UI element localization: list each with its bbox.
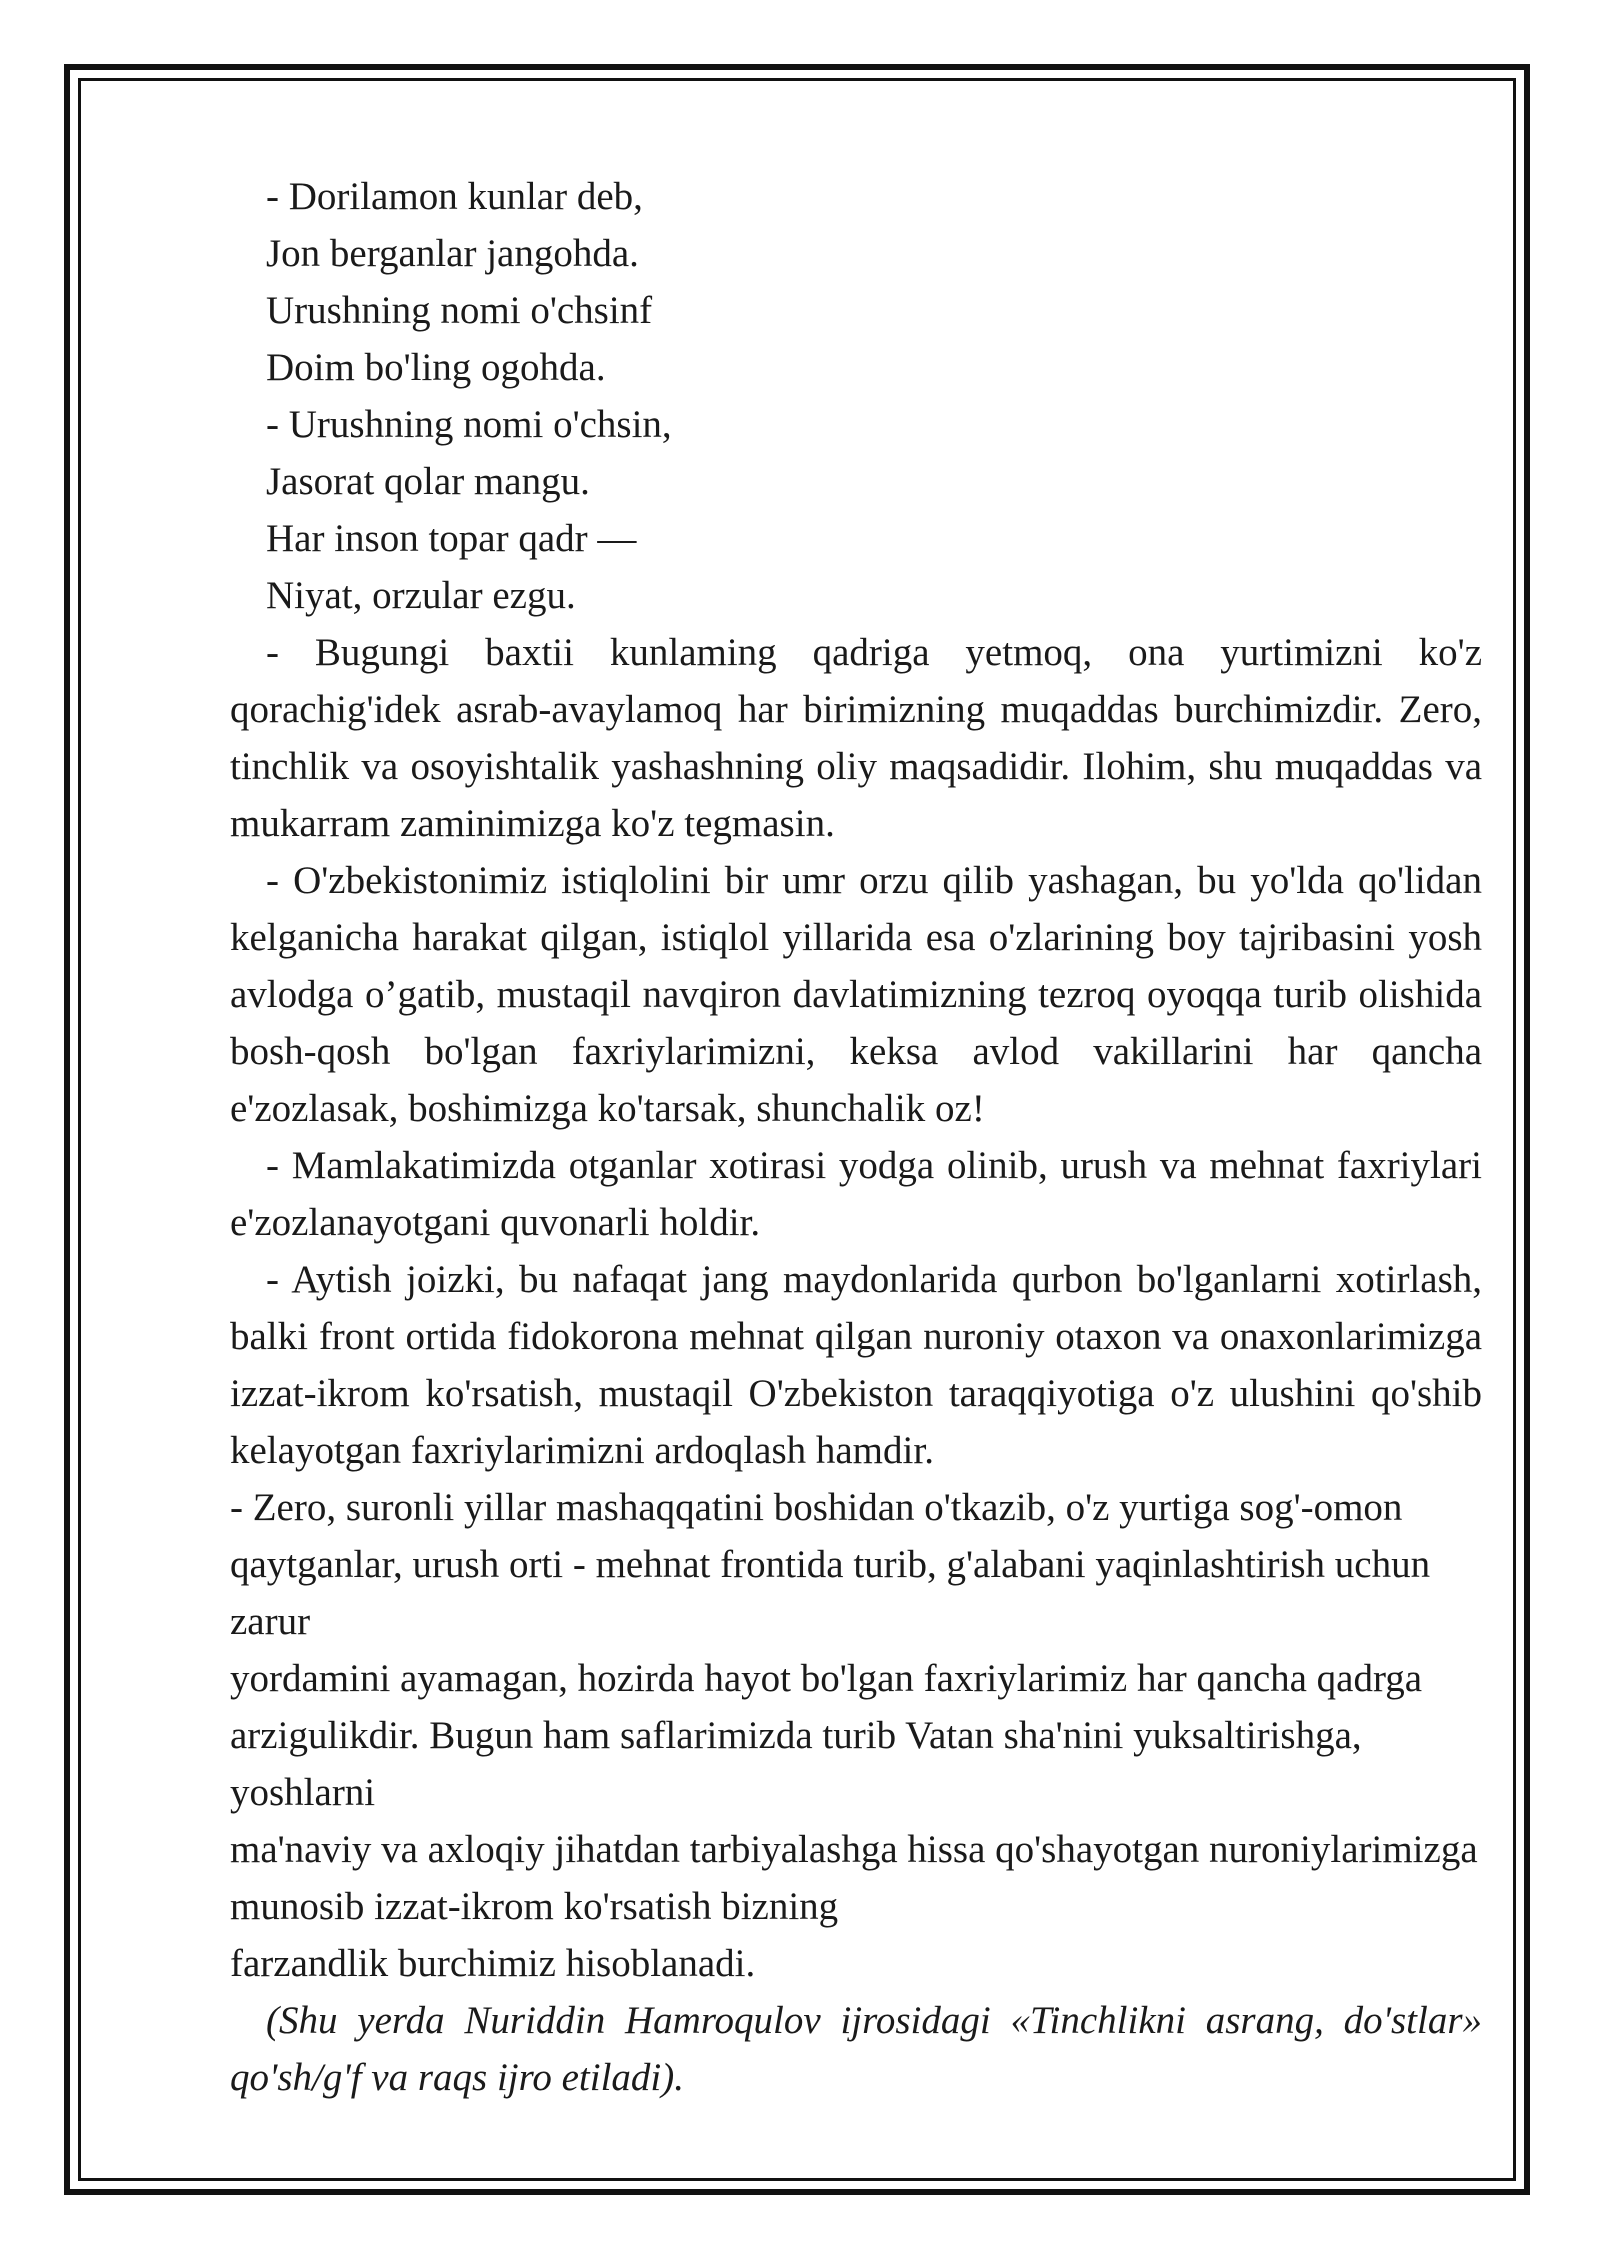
poem-line: Jon berganlar jangohda. (266, 232, 639, 275)
paragraph: - Mamlakatimizda otganlar xotirasi yodga olinib, urush va mehnat faxriylari e'zozlanayotgani quvonarli holdir. (230, 1144, 1482, 1244)
poem (230, 168, 1482, 624)
paragraph-line: qaytganlar, urush orti - mehnat frontida turib, g'alabani yaqinlashtirish uchun zarur (230, 1543, 1431, 1643)
paragraph: - O'zbekistonimiz istiqlolini bir umr orzu qilib yashagan, bu yo'lda qo'lidan kelganicha harakat qilgan, istiqlol yillarida esa o'zlarining boy tajribasini yosh avlodga o’gatib, mustaqil navqiron davlatimizning tezroq oyoqqa turib olishida bosh-qosh bo'lgan faxriylarimizni, keksa avlod vakillarini har qancha e'zozlasak, boshimizga ko'tarsak, shunchalik oz! (230, 859, 1482, 1130)
poem-line: Jasorat qolar mangu. (266, 460, 590, 503)
poem-line: Niyat, orzular ezgu. (266, 574, 576, 617)
paragraph-line: munosib izzat-ikrom ko'rsatish bizning (230, 1885, 839, 1928)
paragraph: - Aytish joizki, bu nafaqat jang maydonlarida qurbon bo'lganlarni xotirlash, balki front ortida fidokorona mehnat qilgan nuroniy otaxon va onaxonlarimizga izzat-ikrom ko'rsatish, mustaqil O'zbekiston taraqqiyotiga o'z ulushini qo'shib kelayotgan faxriylarimizni ardoqlash hamdir. (230, 1258, 1482, 1472)
paragraph-line: farzandlik burchimiz hisoblanadi. (230, 1942, 756, 1985)
poem-line: - Urushning nomi o'chsin, (266, 403, 672, 446)
poem-line: Har inson topar qadr — (266, 517, 637, 560)
poem-line: Doim bo'ling ogohda. (266, 346, 606, 389)
paragraph-line: ma'naviy va axloqiy jihatdan tarbiyalashga hissa qo'shayotgan nuroniylarimizga (230, 1828, 1478, 1871)
paragraph-line: yordamini ayamagan, hozirda hayot bo'lgan faxriylarimiz har qancha qadrga (230, 1657, 1423, 1700)
paragraph: - Bugungi baxtii kunlaming qadriga yetmoq, ona yurtimizni ko'z qorachig'idek asrab-avaylamoq har birimizning muqaddas burchimizdir. Zero, tinchlik va osoyishtalik yashashning oliy maqsadidir. Ilohim, shu muqaddas va mukarram zaminimizga ko'z tegmasin. (230, 631, 1482, 845)
poem-line: Urushning nomi o'chsinf (266, 289, 653, 332)
closing-paragraph (230, 1479, 1482, 1992)
paragraph-line: - Zero, suronli yillar mashaqqatini boshidan o'tkazib, o'z yurtiga sog'-omon (230, 1486, 1403, 1529)
poem-line: - Dorilamon kunlar deb, (266, 175, 643, 218)
page-content (230, 168, 1482, 2106)
paragraph-line: arzigulikdir. Bugun ham saflarimizda turib Vatan sha'nini yuksaltirishga, yoshlarni (230, 1714, 1362, 1814)
stage-direction: (Shu yerda Nuriddin Hamroqulov ijrosidagi «Tinchlikni asrang, do'stlar» qo'sh/g'f va raqs ijro etiladi). (230, 1999, 1482, 2099)
